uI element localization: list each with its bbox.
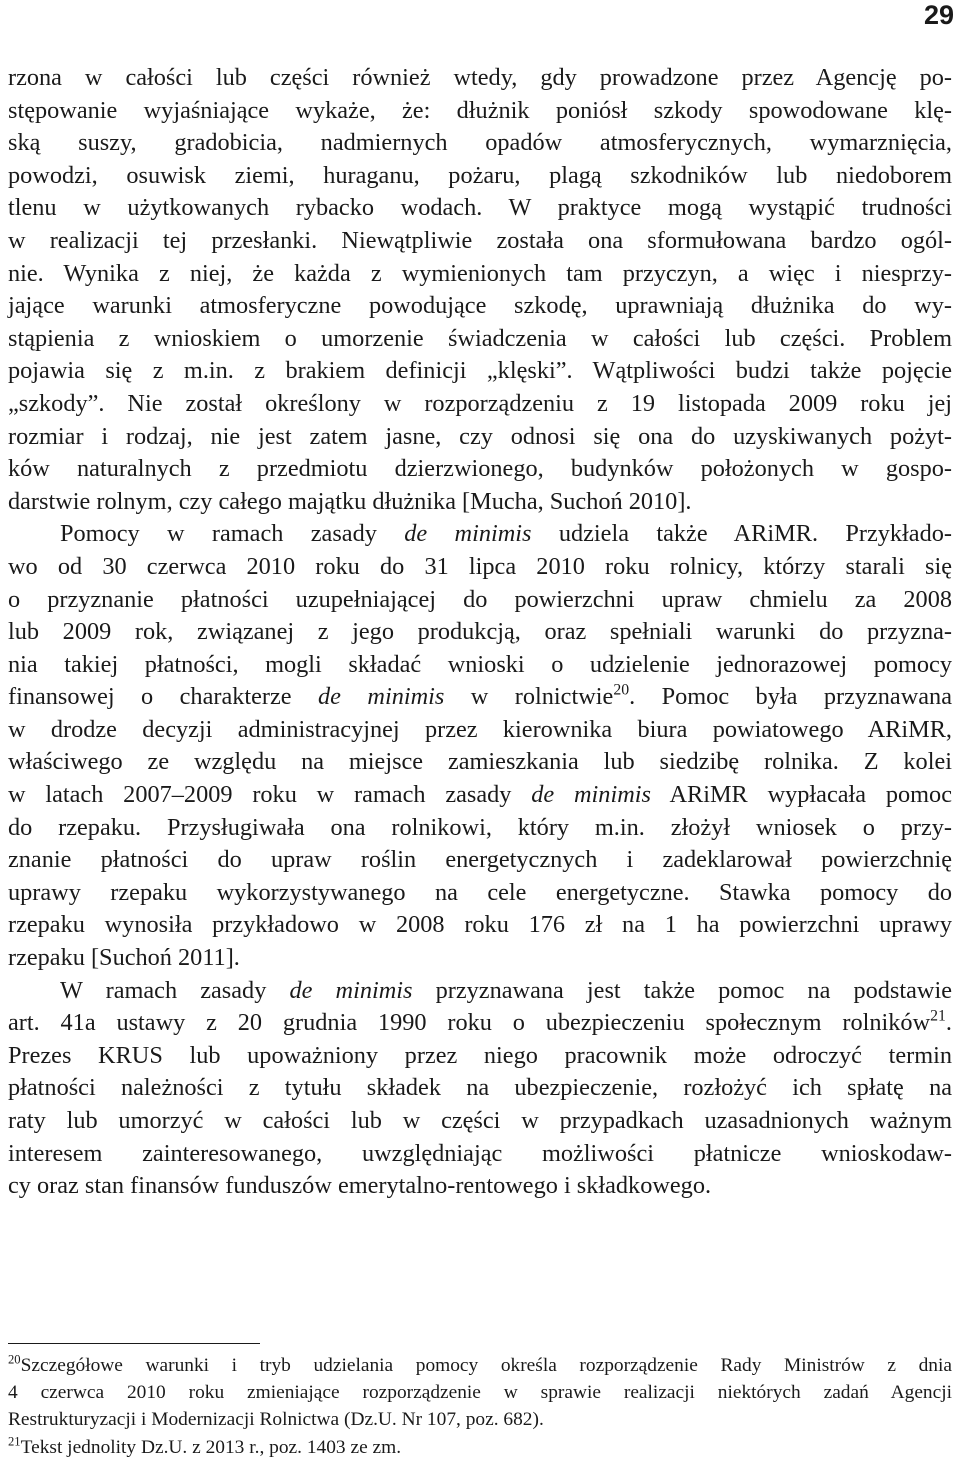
text-line: $^{21}$Tekst jednolity Dz.U. z 2013 r., poz. 1403 ze zm. [8, 1434, 402, 1458]
text-line: Pomocy w ramach zasady de minimis udziela także ARiMR. Przykłado- [60, 520, 952, 548]
footnote [8, 1434, 952, 1461]
footnote-separator [8, 1343, 260, 1344]
text-line: interesem zainteresowanego, uwzględniając możliwości płatnicze wnioskodaw- [8, 1139, 952, 1167]
text-line: rzepaku wynosiła przykładowo w 2008 roku 176 zł na 1 ha powierzchni uprawy [8, 911, 952, 939]
text-line: właściwego ze względu na miejsce zamieszkania lub siedzibę rolnika. Z kolei [8, 748, 952, 776]
text-line: tlenu w użytkowanych rybacko wodach. W praktyce mogą wystąpić trudności [8, 194, 952, 222]
text-line: „szkody”. Nie został określony w rozporządzeniu z 19 listopada 2009 roku jej [8, 389, 952, 417]
text-line: płatności należności z tytułu składek na ubezpieczenie, rozłożyć ich spłatę na [8, 1074, 952, 1102]
text-line: cy oraz stan finansów funduszów emerytalno-rentowego i składkowego. [8, 1172, 712, 1200]
text-line: w drodze decyzji administracyjnej przez kierownika biura powiatowego ARiMR, [8, 715, 952, 743]
text-line: $^{20}$Szczegółowe warunki i tryb udzielania pomocy określa rozporządzenie Rady Ministrów z dnia [8, 1352, 952, 1376]
text-line: znanie płatności do upraw roślin energetycznych i zadeklarował powierzchnię [8, 846, 952, 874]
paragraph [8, 518, 952, 974]
footnotes [8, 1352, 952, 1461]
text-line: stąpienia z wnioskiem o umorzenie świadczenia w całości lub części. Problem [8, 324, 952, 352]
text-line: pojawia się z m.in. z brakiem definicji „klęski”. Wątpliwości budzi także pojęcie [8, 357, 952, 385]
text-line: uprawy rzepaku wykorzystywanego na cele energetyczne. Stawka pomocy do [8, 878, 952, 906]
text-line: nia takiej płatności, mogli składać wnioski o udzielenie jednorazowej pomocy [8, 650, 952, 678]
footnote [8, 1352, 952, 1434]
text-line: art. 41a ustawy z 20 grudnia 1990 roku o ubezpieczeniu społecznym rolników$^{21}$. [8, 1007, 952, 1037]
text-line: wo od 30 czerwca 2010 roku do 31 lipca 2010 roku rolnicy, którzy starali się [8, 552, 952, 580]
text-line: ków naturalnych z przedmiotu dzierzwionego, budynków położonych w gospo- [8, 455, 952, 483]
text-line: Restrukturyzacji i Modernizacji Rolnictwa (Dz.U. Nr 107, poz. 682). [8, 1409, 544, 1431]
main-text [8, 62, 952, 1203]
footnote-marker: 20 [8, 1352, 21, 1367]
text-line: raty lub umorzyć w całości lub w części w przypadkach uzasadnionych ważnym [8, 1107, 952, 1134]
text-line: stępowanie wyjaśniające wykaże, że: dłużnik poniósł szkody spowodowane klę- [8, 96, 952, 124]
text-line: w latach 2007–2009 roku w ramach zasady de minimis ARiMR wypłacała pomoc [8, 781, 952, 809]
text-line: Prezes KRUS lub upoważniony przez niego pracownik może odroczyć termin [8, 1041, 952, 1069]
paragraph [8, 62, 952, 518]
text-line: lub 2009 rok, związanej z jego produkcją, oraz spełniali warunki do przyzna- [8, 618, 952, 646]
text-line: jające warunki atmosferyczne powodujące szkodę, uprawniają dłużnika do wy- [8, 292, 952, 320]
text-line: rozmiar i rodzaj, nie jest zatem jasne, czy odnosi się ona do uzyskiwanych pożyt- [8, 422, 952, 450]
text-line: ską suszy, gradobicia, nadmiernych opadów atmosferycznych, wymarznięcia, [8, 129, 952, 157]
page-number: 29 [923, 0, 954, 30]
text-line: W ramach zasady de minimis przyznawana jest także pomoc na podstawie [60, 976, 952, 1004]
text-line: o przyznanie płatności uzupełniającej do powierzchni upraw chmielu za 2008 [8, 585, 952, 613]
text-line: nie. Wynika z niej, że każda z wymienionych tam przyczyn, a więc i niesprzy- [8, 259, 952, 287]
text-line: rzona w całości lub części również wtedy, gdy prowadzone przez Agencję po- [8, 64, 952, 91]
footnote-ref: 20 [613, 681, 630, 699]
text-line: finansowej o charakterze de minimis w rolnictwie$^{20}$. Pomoc była przyznawana [8, 681, 952, 711]
text-line: rzepaku [Suchoń 2011]. [8, 944, 240, 972]
text-line: do rzepaku. Przysługiwała ona rolnikowi, który m.in. złożył wniosek o przy- [8, 813, 952, 841]
text-line: w realizacji tej przesłanki. Niewątpliwie została ona sformułowana bardzo ogól- [8, 226, 952, 254]
text-line: powodzi, osuwisk ziemi, huraganu, pożaru, plagą szkodników lub niedoborem [8, 161, 952, 189]
text-line: 4 czerwca 2010 roku zmieniające rozporządzenie w sprawie realizacji niektórych zadań Agencji [8, 1382, 952, 1404]
paragraph [8, 975, 952, 1203]
footnote-marker: 21 [8, 1434, 21, 1449]
footnote-ref: 21 [930, 1007, 946, 1025]
text-line: darstwie rolnym, czy całego majątku dłużnika [Mucha, Suchoń 2010]. [8, 487, 692, 515]
